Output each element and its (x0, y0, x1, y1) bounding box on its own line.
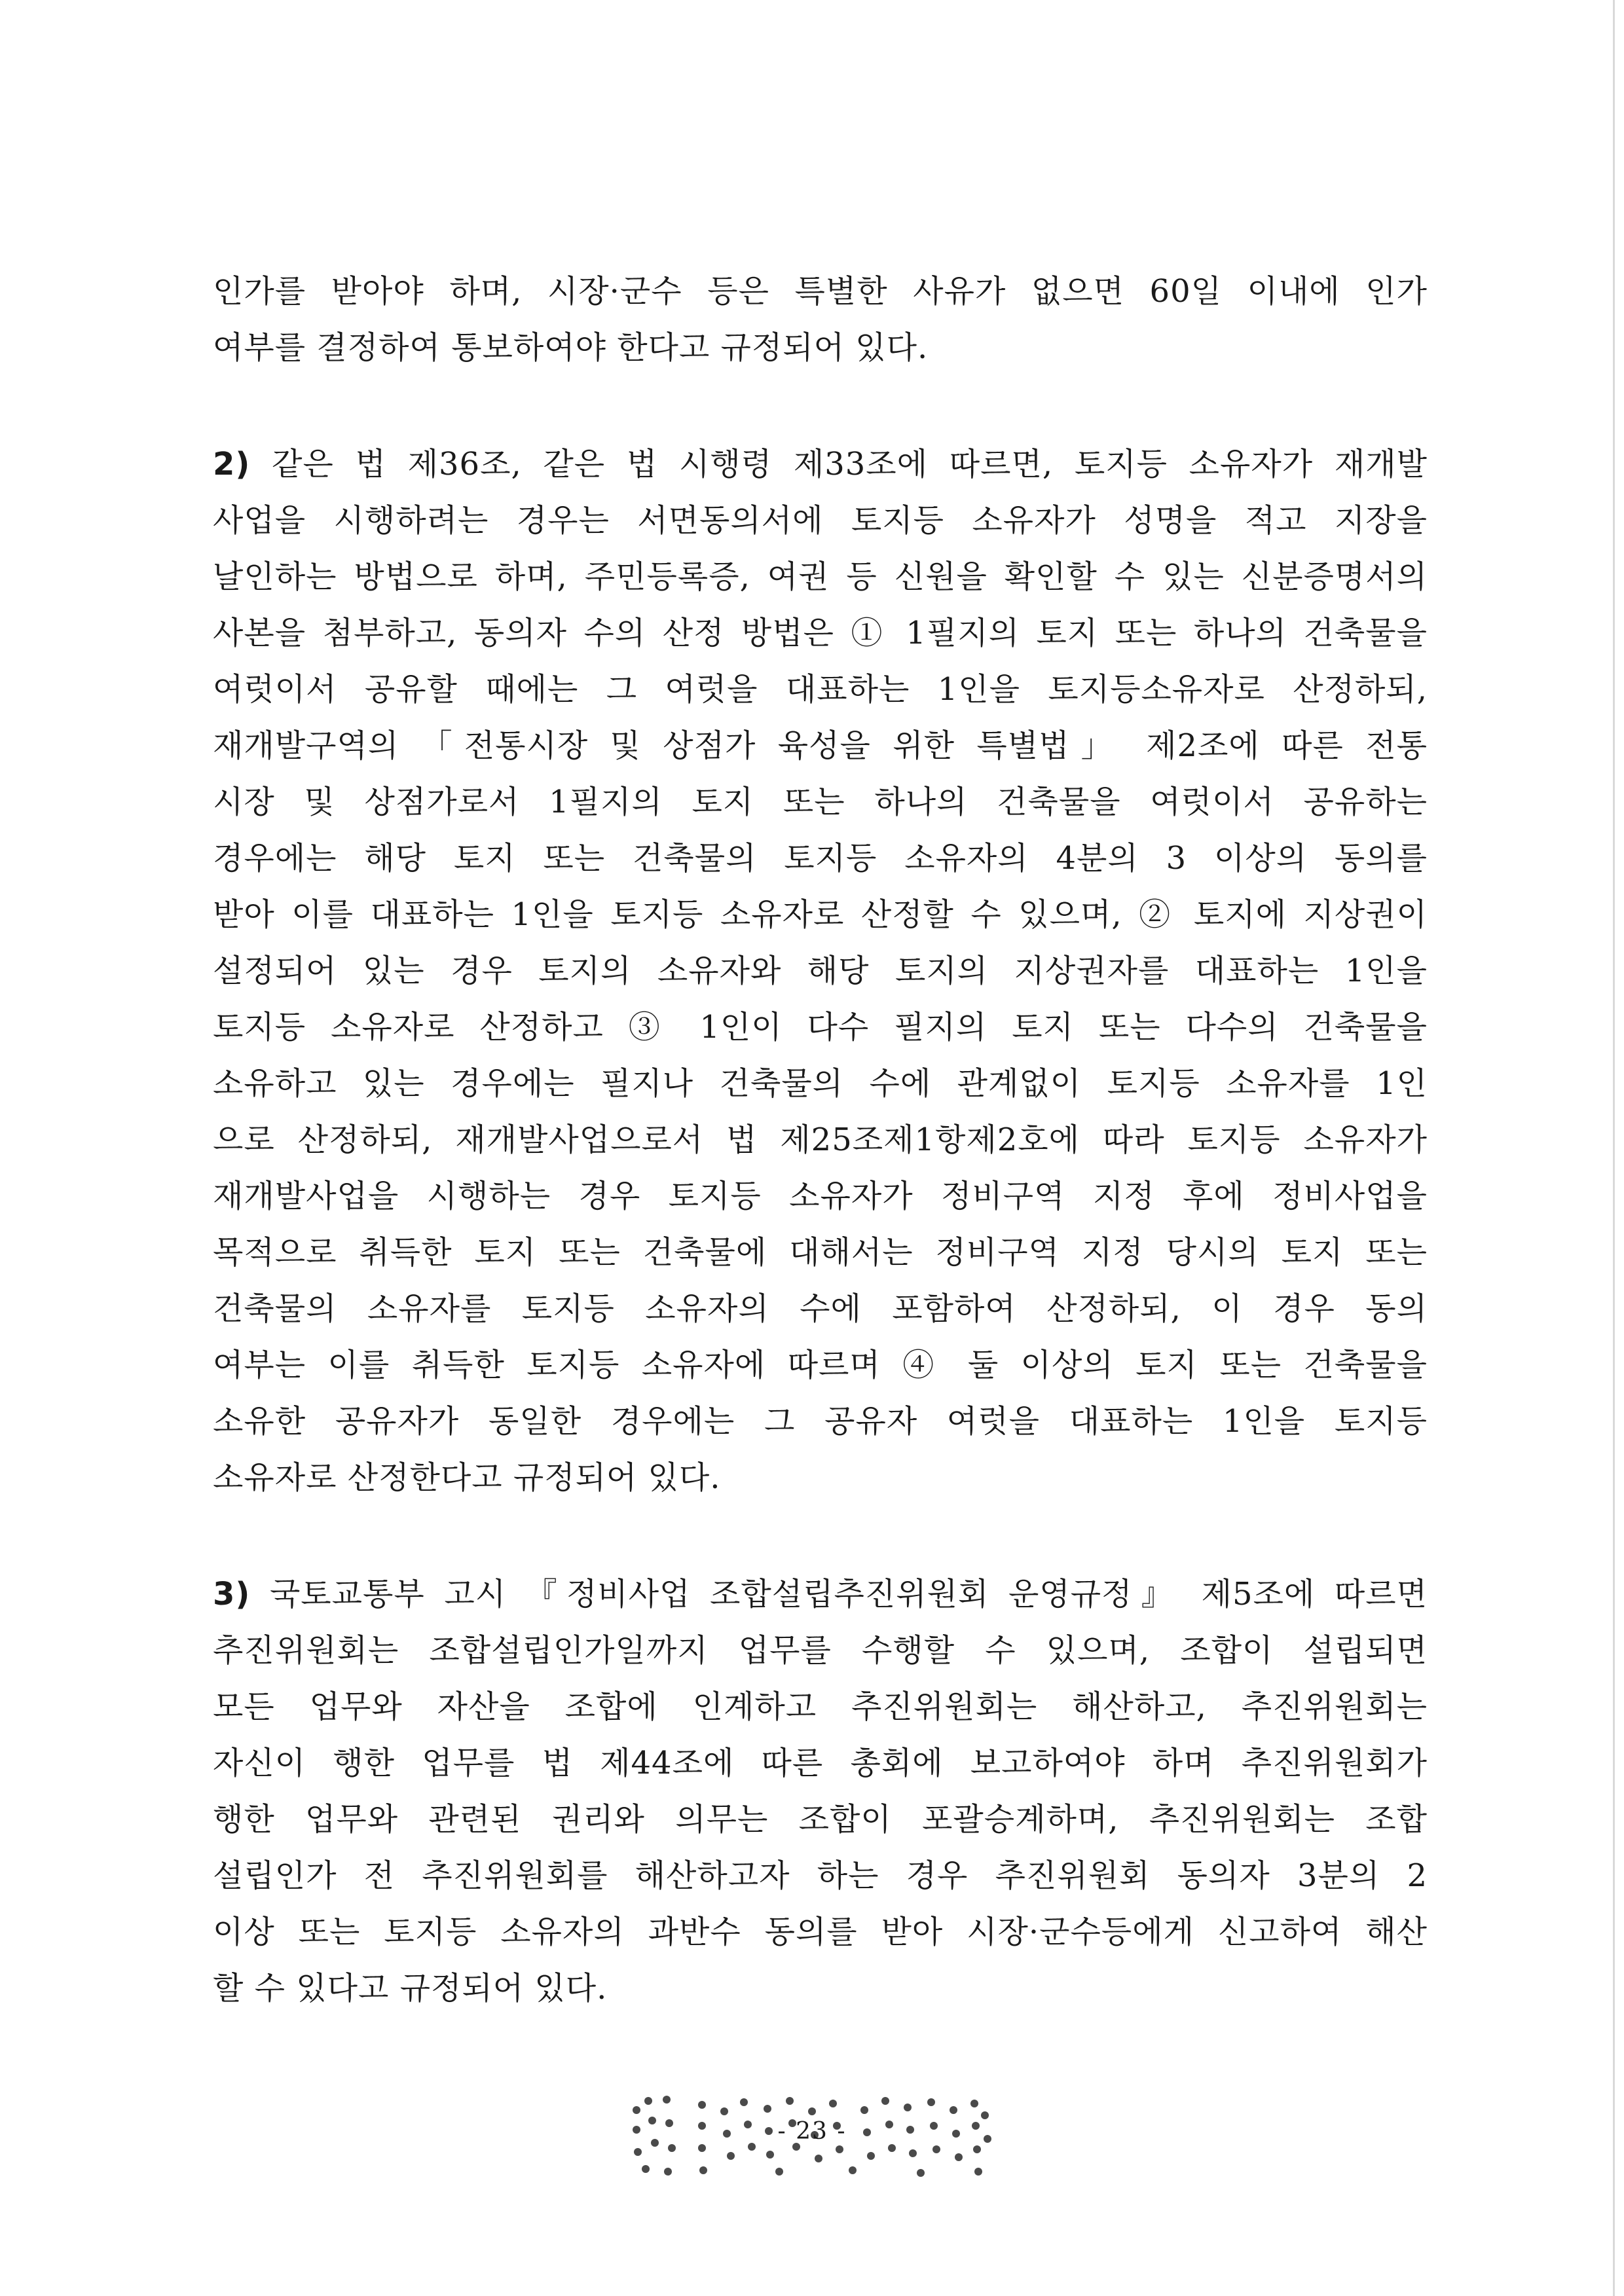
paragraph (213, 436, 1428, 1506)
perforation-dot (663, 2096, 671, 2104)
perforation-dot (634, 2148, 642, 2156)
text-line (213, 1281, 1428, 1337)
line-text: 재개발구역의 「전통시장 및 상점가 육성을 위한 특별법」 제2조에 따른 전통 (213, 727, 1428, 764)
perforation-dot (668, 2144, 676, 2152)
text-line (213, 886, 1428, 943)
line-text: 같은 법 제36조, 같은 법 시행령 제33조에 따르면, 토지등 소유자가 재개발 (272, 446, 1428, 483)
text-line (213, 774, 1428, 830)
perforation-dot (644, 2097, 652, 2105)
perforation-dot (775, 2168, 783, 2176)
perforation-dot (764, 2105, 771, 2113)
line-text: 여부는 이를 취득한 토지등 소유자에 따르며 ④ 둘 이상의 토지 또는 건축물을 (213, 1347, 1428, 1383)
line-text: 날인하는 방법으로 하며, 주민등록증, 여권 등 신원을 확인할 수 있는 신분증명서의 (213, 558, 1428, 595)
perforation-dot (829, 2100, 837, 2107)
text-line (213, 1224, 1428, 1281)
page-footer (629, 2092, 995, 2183)
perforation-dot (932, 2145, 940, 2153)
perforation-dot (720, 2107, 728, 2115)
text-line (213, 1960, 1428, 2016)
text-line (213, 718, 1428, 774)
text-line (213, 661, 1428, 718)
line-text: 할 수 있다고 규정되어 있다. (213, 1970, 608, 2007)
perforation-dot (909, 2149, 917, 2157)
perforation-dot (867, 2152, 875, 2160)
perforation-dot (664, 2168, 672, 2176)
perforation-dot (815, 2155, 822, 2162)
perforation-dot (904, 2104, 912, 2111)
text-line (213, 1449, 1428, 1506)
paragraph (213, 263, 1428, 376)
document-body (213, 263, 1428, 2077)
perforation-dot (786, 2097, 794, 2105)
text-line (213, 1791, 1428, 1848)
perforation-dot (633, 2106, 640, 2114)
text-line (213, 999, 1428, 1055)
line-text: 모든 업무와 자산을 조합에 인계하고 추진위원회는 해산하고, 추진위원회는 (213, 1688, 1428, 1725)
line-text: 자신이 행한 업무를 법 제44조에 따른 총회에 보고하여야 하며 추진위원회가 (213, 1745, 1428, 1781)
perforation-dot (970, 2100, 978, 2107)
text-line (213, 1168, 1428, 1224)
text-line (213, 605, 1428, 661)
line-text: 경우에는 해당 토지 또는 건축물의 토지등 소유자의 4분의 3 이상의 동의를 (213, 840, 1428, 877)
perforation-dot (740, 2098, 748, 2106)
text-line (213, 1848, 1428, 1904)
line-text: 여럿이서 공유할 때에는 그 여럿을 대표하는 1인을 토지등소유자로 산정하되, (213, 671, 1428, 708)
perforation-dot (917, 2169, 925, 2177)
perforation-dot (974, 2168, 982, 2176)
perforation-dot (927, 2098, 935, 2106)
perforation-dot (860, 2106, 868, 2114)
text-line (213, 943, 1428, 999)
perforation-dot (888, 2144, 896, 2152)
text-line (213, 1112, 1428, 1168)
line-text: 소유한 공유자가 동일한 경우에는 그 공유자 여럿을 대표하는 1인을 토지등 (213, 1403, 1428, 1440)
line-text: 추진위원회는 조합설립인가일까지 업무를 수행할 수 있으며, 조합이 설립되면 (213, 1632, 1428, 1669)
line-text: 인가를 받아야 하며, 시장·군수 등은 특별한 사유가 없으면 60일 이내에 인가 (213, 273, 1428, 310)
perforation-dot (881, 2097, 889, 2105)
line-text: 재개발사업을 시행하는 경우 토지등 소유자가 정비구역 지정 후에 정비사업을 (213, 1178, 1428, 1214)
text-line (213, 1679, 1428, 1735)
line-text: 사업을 시행하려는 경우는 서면동의서에 토지등 소유자가 성명을 적고 지장을 (213, 502, 1428, 539)
text-line (213, 492, 1428, 549)
line-text: 여부를 결정하여 통보하여야 한다고 규정되어 있다. (213, 329, 929, 366)
text-line (213, 1735, 1428, 1791)
line-text: 소유하고 있는 경우에는 필지나 건축물의 수에 관계없이 토지등 소유자를 1인 (213, 1065, 1428, 1102)
perforation-dot (766, 2151, 774, 2159)
line-text: 토지등 소유자로 산정하고 ③ 1인이 다수 필지의 토지 또는 다수의 건축물을 (213, 1009, 1428, 1046)
perforation-dot (698, 2101, 706, 2109)
line-text: 으로 산정하되, 재개발사업으로서 법 제25조제1항제2호에 따라 토지등 소유자가 (213, 1121, 1428, 1158)
perforation-dot (698, 2144, 706, 2152)
line-text: 받아 이를 대표하는 1인을 토지등 소유자로 산정할 수 있으며, ② 토지에 지상권이 (213, 896, 1428, 933)
text-line (213, 319, 1428, 376)
perforation-dot (950, 2106, 957, 2114)
line-text: 설립인가 전 추진위원회를 해산하고자 하는 경우 추진위원회 동의자 3분의 2 (213, 1857, 1428, 1894)
paragraph (213, 1566, 1428, 2016)
perforation-dot (849, 2166, 857, 2174)
text-line (213, 263, 1428, 319)
page-number: - 23 - (777, 2118, 847, 2145)
text-line (213, 436, 1428, 492)
perforation-dot (973, 2145, 981, 2153)
perforation-dot (808, 2107, 816, 2115)
line-text: 시장 및 상점가로서 1필지의 토지 또는 하나의 건축물을 여럿이서 공유하는 (213, 784, 1428, 820)
text-line (213, 1393, 1428, 1449)
line-text: 이상 또는 토지등 소유자의 과반수 동의를 받아 시장·군수등에게 신고하여 해산 (213, 1914, 1428, 1950)
line-text: 설정되어 있는 경우 토지의 소유자와 해당 토지의 지상권자를 대표하는 1인을 (213, 953, 1428, 989)
text-line (213, 1904, 1428, 1960)
line-text: 목적으로 취득한 토지 또는 건축물에 대해서는 정비구역 지정 당시의 토지 또는 (213, 1234, 1428, 1271)
text-line (213, 1337, 1428, 1393)
line-text: 행한 업무와 관련된 권리와 의무는 조합이 포괄승계하며, 추진위원회는 조합 (213, 1801, 1428, 1838)
text-line (213, 1055, 1428, 1112)
perforation-dot (955, 2153, 963, 2161)
perforation-dot (727, 2152, 735, 2160)
paragraph-number: 3) (213, 1576, 251, 1613)
perforation-dot (642, 2165, 650, 2173)
text-line (213, 1566, 1428, 1622)
scan-edge-line (1613, 0, 1615, 2296)
line-text: 건축물의 소유자를 토지등 소유자의 수에 포함하여 산정하되, 이 경우 동의 (213, 1290, 1428, 1327)
line-text: 사본을 첨부하고, 동의자 수의 산정 방법은 ① 1필지의 토지 또는 하나의 건축물을 (213, 615, 1428, 651)
text-line (213, 1622, 1428, 1679)
perforation-dot (699, 2166, 707, 2174)
paragraph-number: 2) (213, 446, 251, 483)
line-text: 소유자로 산정한다고 규정되어 있다. (213, 1459, 721, 1496)
line-text: 국토교통부 고시 『정비사업 조합설립추진위원회 운영규정』 제5조에 따르면 (269, 1576, 1428, 1613)
text-line (213, 549, 1428, 605)
text-line (213, 830, 1428, 886)
perforation-dot (836, 2145, 843, 2153)
